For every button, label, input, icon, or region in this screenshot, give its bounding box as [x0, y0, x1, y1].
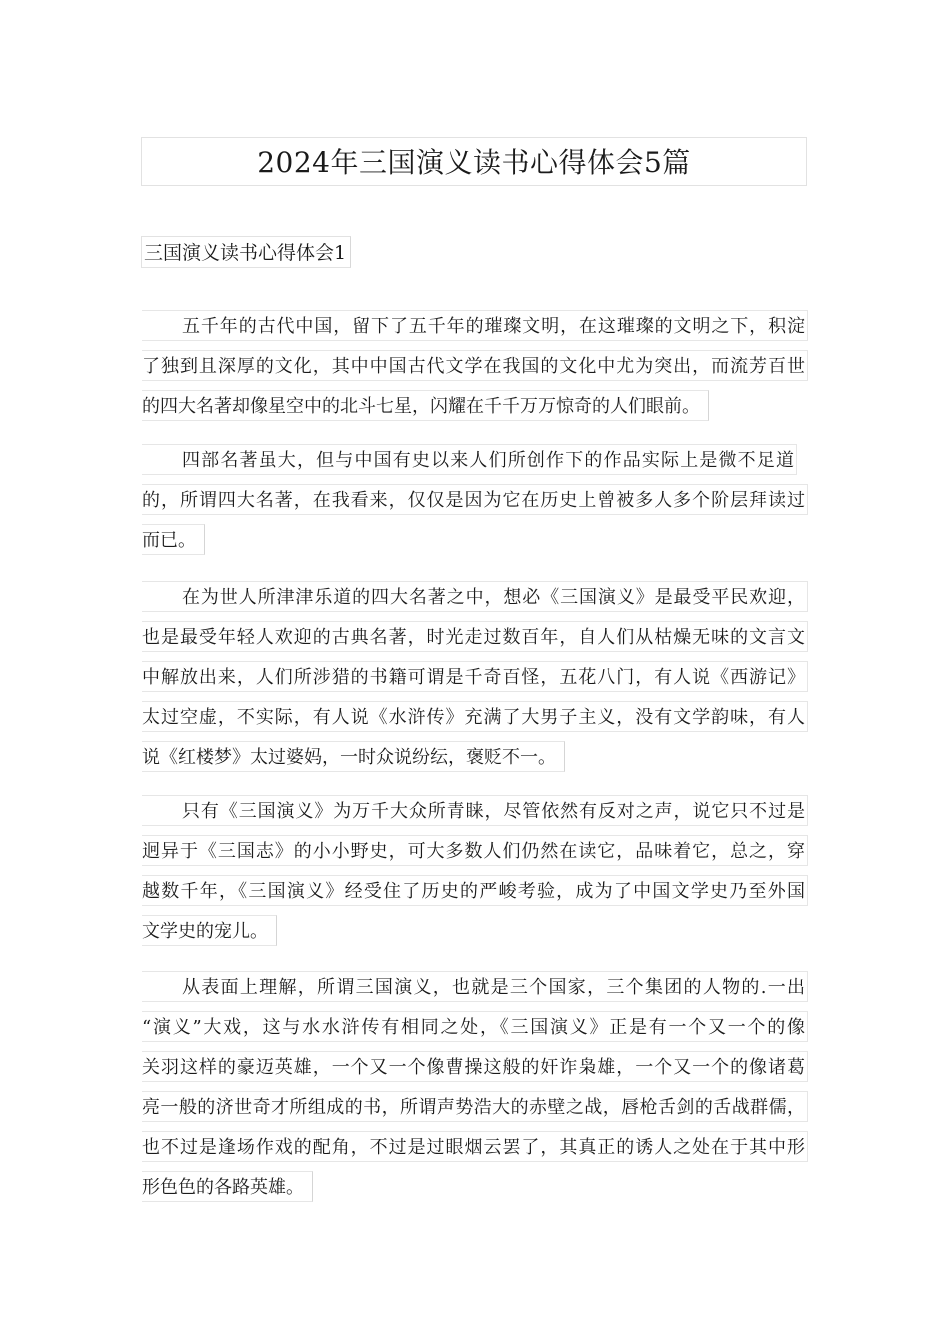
paragraph-line: 五千年的古代中国，留下了五千年的璀璨文明，在这璀璨的文明之下，积淀 — [142, 310, 808, 341]
paragraph-5 — [142, 971, 808, 1215]
section-heading: 三国演义读书心得体会1 — [141, 236, 351, 268]
paragraph-line: 越数千年，《三国演义》经受住了历史的严峻考验，成为了中国文学史乃至外国 — [142, 875, 808, 906]
paragraph-line: 也不过是逢场作戏的配角，不过是过眼烟云罢了，其真正的诱人之处在于其中形 — [142, 1131, 808, 1162]
paragraph-line: 的四大名著却像星空中的北斗七星，闪耀在千千万万惊奇的人们眼前。 — [142, 390, 709, 421]
paragraph-line: 四部名著虽大，但与中国有史以来人们所创作下的作品实际上是微不足道 — [142, 444, 797, 475]
paragraph-line: 了独到且深厚的文化，其中中国古代文学在我国的文化中尤为突出，而流芳百世 — [142, 350, 808, 381]
paragraph-line: 只有《三国演义》为万千大众所青睐，尽管依然有反对之声，说它只不过是 — [142, 795, 808, 826]
paragraph-line: “演义”大戏，这与水水浒传有相同之处，《三国演义》正是有一个又一个的像 — [142, 1011, 808, 1042]
paragraph-2 — [142, 444, 808, 568]
paragraph-line: 太过空虚，不实际，有人说《水浒传》充满了大男子主义，没有文学韵味，有人 — [142, 701, 808, 732]
page-title: 2024年三国演义读书心得体会5篇 — [141, 137, 807, 186]
paragraph-4 — [142, 795, 808, 959]
paragraph-line: 关羽这样的豪迈英雄，一个又一个像曹操这般的奸诈枭雄，一个又一个的像诸葛 — [142, 1051, 808, 1082]
paragraph-1 — [142, 310, 808, 434]
paragraph-line: 也是最受年轻人欢迎的古典名著，时光走过数百年，自人们从枯燥无味的文言文 — [142, 621, 808, 652]
paragraph-line: 文学史的宠儿。 — [142, 915, 277, 946]
paragraph-line: 说《红楼梦》太过婆妈，一时众说纷纭，褒贬不一。 — [142, 741, 565, 772]
paragraph-line: 而已。 — [142, 524, 205, 555]
paragraph-line: 形色色的各路英雄。 — [142, 1171, 313, 1202]
paragraph-3 — [142, 581, 808, 785]
paragraph-line: 在为世人所津津乐道的四大名著之中，想必《三国演义》是最受平民欢迎， — [142, 581, 808, 612]
paragraph-line: 迥异于《三国志》的小小野史，可大多数人们仍然在读它，品味着它，总之，穿 — [142, 835, 808, 866]
paragraph-line: 中解放出来，人们所涉猎的书籍可谓是千奇百怪，五花八门，有人说《西游记》 — [142, 661, 808, 692]
paragraph-line: 亮一般的济世奇才所组成的书，所谓声势浩大的赤壁之战，唇枪舌剑的舌战群儒， — [142, 1091, 808, 1122]
paragraph-line: 从表面上理解，所谓三国演义，也就是三个国家，三个集团的人物的.一出 — [142, 971, 808, 1002]
paragraph-line: 的，所谓四大名著，在我看来，仅仅是因为它在历史上曾被多人多个阶层拜读过 — [142, 484, 808, 515]
